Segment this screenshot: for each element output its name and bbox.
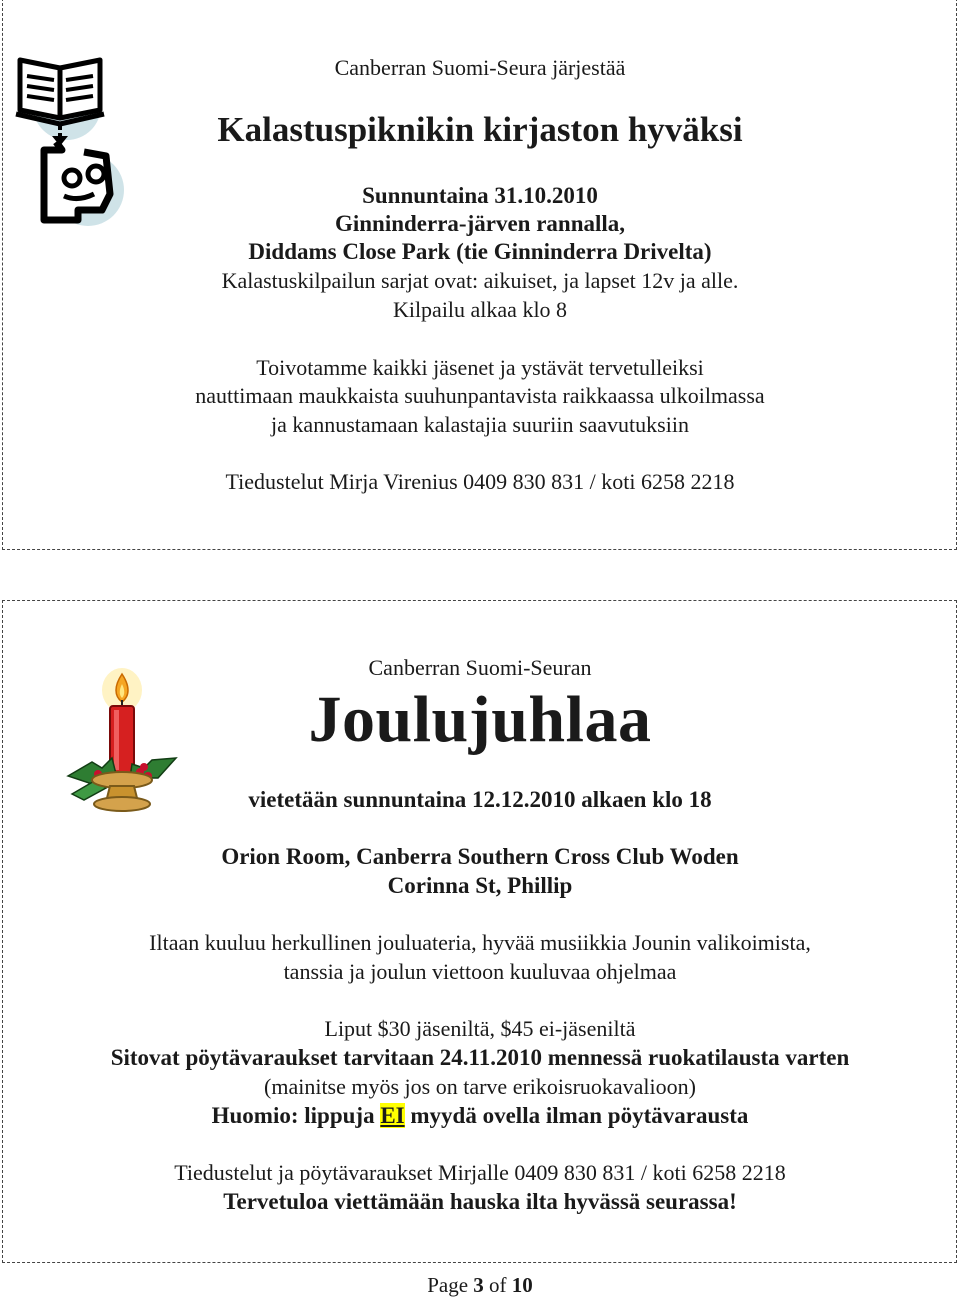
fishing-welcome-line: ja kannustamaan kalastajia suuriin saavutuksiin: [271, 412, 689, 437]
xmas-venue-line-1: Orion Room, Canberra Southern Cross Club Woden: [221, 844, 739, 869]
xmas-tickets: Liput $30 jäseniltä, $45 ei-jäseniltä: [324, 1016, 636, 1041]
fishing-start: Kilpailu alkaa klo 8: [392, 297, 568, 322]
xmas-note-post: myydä ovella ilman pöytävarausta: [404, 1103, 749, 1128]
xmas-closing: Tervetuloa viettämään hauska ilta hyvässä seurassa!: [223, 1189, 737, 1214]
xmas-organizer: Canberran Suomi-Seuran: [368, 655, 592, 680]
fishing-organizer: Canberran Suomi-Seura järjestää: [334, 55, 626, 80]
fishing-title: Kalastuspiknikin kirjaston hyväksi: [217, 110, 743, 149]
fishing-series: Kalastuskilpailun sarjat ovat: aikuiset, ja lapset 12v ja alle.: [221, 268, 739, 293]
fishing-place-line-1: Ginninderra-järven rannalla,: [334, 211, 626, 236]
xmas-contact: Tiedustelut ja pöytävaraukset Mirjalle 0409 830 831 / koti 6258 2218: [174, 1160, 786, 1185]
xmas-note-emphasis: EI: [380, 1103, 405, 1128]
xmas-note: [0, 1103, 960, 1129]
xmas-reservation: Sitovat pöytävaraukset tarvitaan 24.11.2010 mennessä ruokatilausta varten: [110, 1045, 850, 1070]
xmas-program-line: tanssia ja joulun viettoon kuuluvaa ohjelmaa: [283, 959, 677, 984]
fishing-welcome-line: nauttimaan maukkaista suuhunpantavista raikkaassa ulkoilmassa: [195, 383, 765, 408]
xmas-program-line: Iltaan kuuluu herkullinen jouluateria, hyvää musiikkia Jounin valikoimista,: [149, 930, 811, 955]
page-word: Page: [427, 1273, 469, 1297]
page-total: 10: [511, 1273, 533, 1297]
page-footer: [0, 1273, 960, 1298]
xmas-date: vietetään sunnuntaina 12.12.2010 alkaen klo 18: [248, 787, 712, 812]
fishing-contact: Tiedustelut Mirja Virenius 0409 830 831 / koti 6258 2218: [225, 469, 735, 494]
xmas-venue-line-2: Corinna St, Phillip: [387, 873, 573, 898]
page-of-word: of: [489, 1273, 507, 1297]
fishing-welcome-line: Toivotamme kaikki jäsenet ja ystävät tervetulleiksi: [256, 355, 704, 380]
xmas-diet: (mainitse myös jos on tarve erikoisruokavalioon): [264, 1074, 696, 1099]
fishing-date: Sunnuntaina 31.10.2010: [362, 183, 598, 208]
page-current: 3: [473, 1273, 484, 1297]
fishing-place-line-2: Diddams Close Park (tie Ginninderra Drivelta): [248, 239, 712, 264]
xmas-title: Joulujuhlaa: [308, 683, 652, 756]
xmas-note-pre: Huomio: lippuja: [211, 1103, 381, 1128]
